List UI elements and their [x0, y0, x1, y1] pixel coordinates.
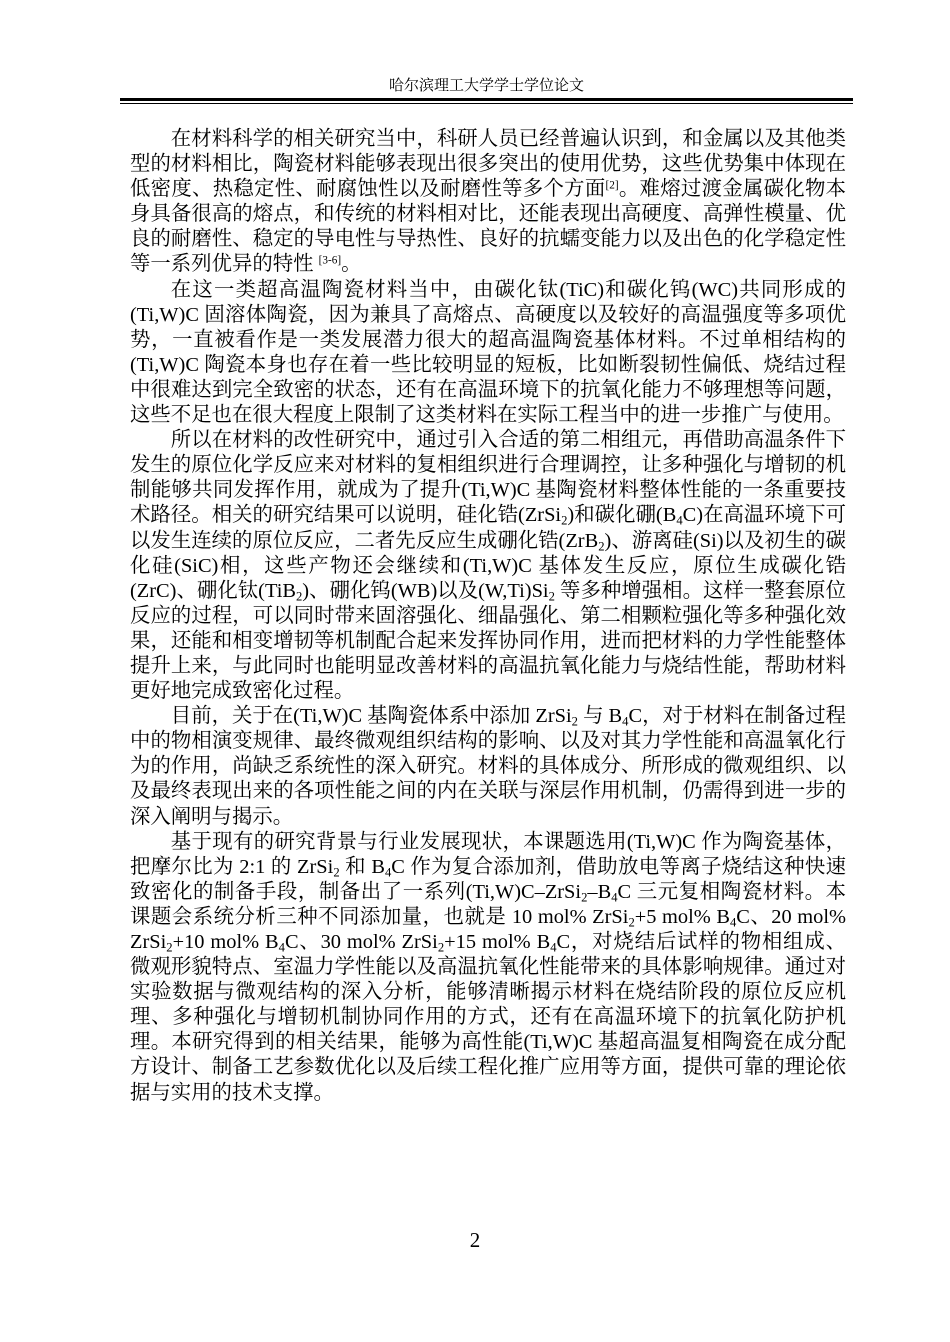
subscript: 2 [166, 940, 173, 955]
text-run: 在材料科学的相关研究当中，科研人员已经普遍认识到，和金属以及其他类型的材料相比，陶瓷材料能够表现出很多突出的使用优势，这些优势集中体现在低密度、热稳定性、耐腐蚀性以及耐磨性等多个方面 [130, 128, 846, 201]
text-run: 所以在材料的改性研究中，通过引入合适的第二相组元，再借助高温条件下发生的原位化学反应来对材料的复相组织进行合理调控，让多种强化与增韧的机制能够共同发挥作用，就成为了提升(Ti,W)C 基陶瓷材料整体性能的一条重要技术路径。相关的研究结果可以说明，硅化锆(ZrSi [130, 429, 846, 527]
subscript: 2 [628, 915, 635, 930]
text-run: C，对于材料在制备过程中的物相演变规律、最终微观组织结构的影响、以及对其力学性能和高温氧化行为的作用，尚缺乏系统性的深入研究。材料的具体成分、所形成的微观组织、以及最终表现出来的各项性能之间的内在关联与深层作用机制，仍需得到进一步的深入阐明与揭示。 [130, 705, 847, 828]
subscript: 4 [611, 890, 618, 905]
text-run: C 三元复相陶瓷材料。本课题会系统分析三种不同添加量，也就是 10 mol% ZrSi [130, 880, 847, 928]
subscript: 2 [333, 865, 340, 880]
text-run: )、硼化钨(WB)以及(W,Ti)Si [302, 579, 549, 602]
subscript: 4 [676, 513, 683, 528]
text-run: C)在高温环境下可以发生连续的原位反应，二者先反应生成硼化锆(ZrB [130, 504, 846, 552]
text-run: +15 mol% B [444, 931, 551, 953]
text-run: 等多种增强相。这样一整套原位反应的过程，可以同时带来固溶强化、细晶强化、第二相颗粒强化等多种强化效果，还能和相变增韧等机制配合起来发挥协同作用，进而把材料的力学性能整体提升上来，与此同时也能明显改善材料的高温抗氧化能力与烧结性能，帮助材料更好地完成致密化过程。 [130, 579, 846, 703]
subscript: 2 [437, 940, 445, 955]
text-run: C，对烧结后试样的物相组成、微观形貌特点、室温力学性能以及高温抗氧化性能带来的具体影响规律。通过对实验数据与微观结构的深入分析，能够清晰揭示材料在烧结阶段的原位反应机理、多种强化与增韧机制协同作用的方式，还有在高温环境下的抗氧化防护机理。本研究得到的相关结果，能够为高性能(Ti,W)C 基超高温复相陶瓷在成分配方设计、制备工艺参数优化以及后续工程化推广应用等方面，提供可靠的理论依据与实用的技术支撑。 [130, 931, 846, 1104]
text-run: 和 B [339, 855, 385, 878]
paragraph-research-gap [130, 704, 846, 829]
page-number: 2 [469, 1228, 481, 1252]
subscript: 2 [598, 539, 605, 554]
paragraph-in-situ-reaction [130, 428, 846, 704]
text-run: 在这一类超高温陶瓷材料当中，由碳化钛(TiC)和碳化钨(WC)共同形成的(Ti,W)C 固溶体陶瓷，因为兼具了高熔点、高硬度以及较好的高温强度等多项优势，一直被看作是一类发展潜力很大的超高温陶瓷基体材料。不过单相结构的(Ti,W)C 陶瓷本身也存在着一些比较明显的短板，比如断裂韧性偏低、烧结过程中很难达到完全致密的状态，还有在高温环境下的抗氧化能力不够理想等问题，这些不足也在很大程度上限制了这类材料在实际工程当中的进一步推广与使用。 [130, 278, 846, 427]
text-run: +5 mol% B [634, 905, 730, 928]
subscript: 2 [295, 589, 303, 604]
header-rule-thick [120, 98, 853, 101]
text-run: C、20 mol% ZrSi [130, 905, 847, 953]
subscript: 4 [550, 940, 557, 955]
text-run: )、游离硅(Si)以及初生的碳化硅(SiC)相，这些产物还会继续和(Ti,W)C 基体发生反应，原位生成碳化锆(ZrC)、硼化钛(TiB [130, 529, 846, 602]
subscript: 2 [561, 513, 568, 528]
text-run: C、30 mol% ZrSi [284, 931, 438, 953]
subscript: 2 [571, 714, 578, 729]
citation-ref: [2] [605, 179, 619, 192]
subscript: 4 [278, 940, 285, 955]
subscript: 2 [581, 890, 588, 905]
running-header: 哈尔滨理工大学学士学位论文 [388, 78, 584, 94]
text-run: 。 [341, 253, 362, 276]
text-run: C 作为复合添加剂，借助放电等离子烧结这种快速致密化的制备手段，制备出了一系列(Ti,W)C–ZrSi [130, 855, 846, 903]
paragraph-tiwc-ceramics [130, 278, 846, 429]
text-run: )和碳化硼(B [567, 504, 677, 527]
citation-ref: [3-6] [318, 254, 342, 267]
paragraph-research-plan [130, 830, 846, 1106]
text-run: 基于现有的研究背景与行业发展现状，本课题选用(Ti,W)C 作为陶瓷基体，把摩尔比为 2:1 的 ZrSi [130, 830, 846, 878]
subscript: 4 [384, 865, 392, 880]
text-run: +10 mol% B [172, 931, 279, 953]
text-run: 与 B [577, 705, 623, 728]
text-run: –B [587, 880, 612, 903]
paragraph-ceramic-advantages [130, 127, 846, 278]
subscript: 4 [729, 915, 737, 930]
header-rule-thin [120, 103, 853, 104]
subscript: 2 [548, 589, 555, 604]
text-run: 。难熔过渡金属碳化物本身具备很高的熔点，和传统的材料相对比，还能表现出高硬度、高弹性模量、优良的耐磨性、稳定的导电性与导热性、良好的抗蠕变能力以及出色的化学稳定性等一系列优异的特性 [130, 178, 847, 276]
text-run: 目前，关于在(Ti,W)C 基陶瓷体系中添加 ZrSi [170, 705, 572, 728]
subscript: 4 [622, 714, 629, 729]
thesis-body [130, 127, 846, 1106]
